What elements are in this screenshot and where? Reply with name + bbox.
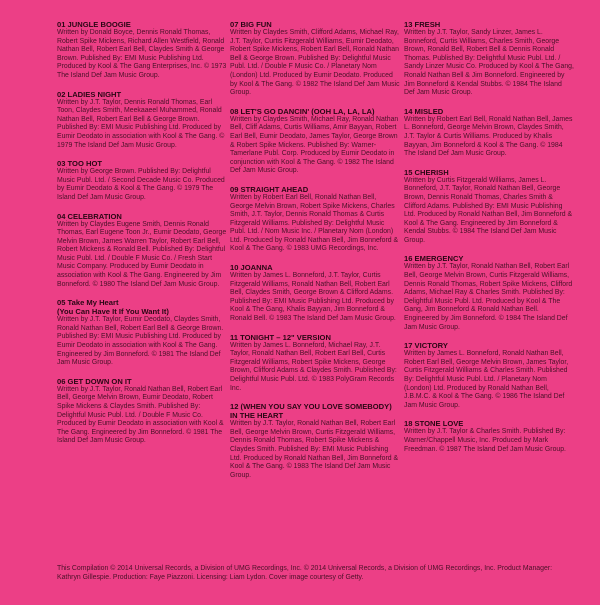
track-credits: Written by J.T. Taylor, Ronald Nathan Bell, Robert Earl Bell, George Melvin Brown, Curtis Fitzgerald Williams, Dennis Ronald Thomas, Robert Spike Mickens, Clifford Adams, Michael Ray & Charles Smith. Published By: Delightful Music Publ. Ltd. Produced by Kool & The Gang, Jim Bonneford & Ronald Nathan Bell. Engineered by Jim Bonneford. © 1984 The Island Def Jam Music Group. [404, 263, 573, 331]
track-credits: Written by J.T. Taylor, Ronald Nathan Bell, Robert Earl Bell, George Melvin Brown, Eumir Deodato, Robert Spike Mickens & Claydes Smith. Published By: Delightful Music Publ. Ltd. / Double F Music Co. Produced by Eumir Deodato in association with Kool & The Gang. Engineered by Jim Bonneford. © 1981 The Island Def Jam Music Group. [57, 385, 224, 445]
track-title: 02 LADIES NIGHT [57, 89, 122, 99]
credits-column-3 [404, 20, 574, 463]
track-credit-block [404, 254, 574, 332]
track-credits: Written by J.T. Taylor, Ronald Nathan Bell, Robert Earl Bell, George Melvin Brown, Curtis Fitzgerald Williams, Dennis Ronald Thomas, Robert Spike Mickens & Claydes Smith. Published By: EMI Music Publishing Ltd. Produced by Ronald Nathan Bell, Jim Bonneford & Kool & The Gang. © 1983 The Island Def Jam Music Group. [230, 420, 399, 479]
track-title: 16 EMERGENCY [404, 254, 464, 264]
track-credit-block [57, 90, 227, 151]
track-credits: Written by J.T. Taylor, Dennis Ronald Thomas, Earl Toon, Claydes Smith, Meekaaeel Muhammed, Ronald Nathan Bell, Robert Earl Bell & George Brown. Published By: EMI Music Publishing Ltd. Produced by Eumir Deodato in association with Kool & The Gang. © 1979 The Island Def Jam Music Group. [57, 98, 225, 149]
copyright-footer: This Compilation © 2014 Universal Records, a Division of UMG Recordings, Inc. © 2014 Universal Records, a Division of UMG Recordings, Inc. Product Manager: Kathryn Gillespie. Production: Faye Piazzoni. Licensing: Liam Lydon. Cover image courtesy of Getty. [57, 565, 552, 581]
track-credit-block [230, 333, 400, 394]
track-credit-block [404, 168, 574, 246]
track-title: 06 GET DOWN ON IT [57, 376, 132, 386]
track-credit-block [57, 20, 227, 81]
track-credit-block [230, 402, 400, 480]
track-title: 01 JUNGLE BOOGIE [57, 20, 131, 29]
track-credit-block [230, 107, 400, 176]
track-credits: Written by James L. Bonneford, Michael Ray, J.T. Taylor, Ronald Nathan Bell, Robert Earl Bell, Curtis Fitzgerald Williams, Robert Spike Mickens, George Brown, Clifford Adams & Claydes Smith. Published By: Delightful Music Publ. Ltd. © 1983 PolyGram Records Inc. [230, 341, 397, 392]
track-credit-block [404, 341, 574, 410]
track-title: 12 (WHEN YOU SAY YOU LOVE SOMEBODY) IN THE HEART [230, 402, 392, 421]
track-credit-block [57, 212, 227, 290]
track-credits: Written by Curtis Fitzgerald Williams, James L. Bonneford, J.T. Taylor, Ronald Nathan Bell, George Brown, Dennis Ronald Thomas, Charles Smith & Clifford Adams. Published By: EMI Music Publishing Ltd. Produced by Ronald Nathan Bell, Jim Bonneford & Kool & The Gang. Engineered by Jim Bonneford & Kendal Stubbs. © 1984 The Island Def Jam Music Group. [404, 176, 573, 244]
track-credit-block [230, 20, 400, 98]
track-credits: Written by J.T. Taylor & Charles Smith. Published By: Warner/Chappell Music, Inc. Produced by Mark Freedman. © 1987 The Island Def Jam Music Group. [404, 428, 566, 453]
track-title: 05 Take My Heart (You Can Have It If You Want It) [57, 298, 169, 317]
track-credit-block [230, 185, 400, 254]
track-credits: Written by Claydes Smith, Clifford Adams, Michael Ray, J.T. Taylor, Curtis Fitzgerald Williams, Eumir Deodato, Robert Spike Mickens, Robert Earl Bell, Ronald Nathan Bell & George Brown. Published By: Delightful Music Publ. Ltd. / Double F Music Co. / Planetary Nom (London) Ltd. Produced by Eumir Deodato. Produced by Kool & The Gang. © 1982 The Island Def Jam Music Group. [230, 29, 400, 97]
track-title: 13 FRESH [404, 20, 441, 29]
track-credits: Written by J.T. Taylor, Eumir Deodato, Claydes Smith, Ronald Nathan Bell, Robert Earl Bell & George Brown. Published By: EMI Music Publishing Ltd. Produced by Eumir Deodato in association with Kool & The Gang. Engineered by Jim Bonneford. © 1981 The Island Def Jam Music Group. [57, 316, 224, 367]
track-credit-block [57, 377, 227, 446]
track-credits: Written by George Brown. Published By: Delightful Music Publ. Ltd. / Second Decade Music Co. Produced by Eumir Deodato & Kool & The Gang. © 1979 The Island Def Jam Music Group. [57, 168, 225, 201]
track-title: 14 MISLED [404, 106, 444, 116]
track-credit-block [57, 298, 227, 368]
track-title: 09 STRAIGHT AHEAD [230, 184, 309, 194]
credits-column-2 [230, 20, 400, 489]
track-credits: Written by J.T. Taylor, Sandy Linzer, James L. Bonneford, Curtis Williams, Charles Smith, George Brown, Ronald Bell, Robert Bell & Dennis Ronald Thomas. Published By: Delightful Music Publ. Ltd. / Sandy Linzer Music Co. Produced by Kool & The Gang, Ronald Nathan Bell & Jim Bonneford. Engineered by Jim Bonneford & Kendal Stubbs. © 1984 The Island Def Jam Music Group. [404, 29, 574, 97]
track-credit-block [404, 107, 574, 159]
track-title: 04 CELEBRATION [57, 211, 122, 221]
track-credits: Written by Robert Earl Bell, Ronald Nathan Bell, George Melvin Brown, Robert Spike Mickens, Charles Smith, J.T. Taylor, Dennis Ronald Thomas & Curtis Fitzgerald Williams. Published By: Delightful Music Publ. Ltd. / Nom Music Inc. / Planetary Nom (London) Ltd. Produced by Ronald Nathan Bell, Jim Bonneford & Kool & The Gang. © 1983 UMG Recordings, Inc. [230, 193, 399, 253]
track-title: 10 JOANNA [230, 263, 273, 273]
track-title: 18 STONE LOVE [404, 419, 464, 429]
track-title: 17 VICTORY [404, 341, 448, 351]
track-credits: Written by Donald Boyce, Dennis Ronald Thomas, Robert Spike Mickens, Richard Allen Westfield, Ronald Nathan Bell, Robert Earl Bell, Claydes Smith & George Brown. Published By: EMI Music Publishing Ltd. Produced by Kool & The Gang Enterprises, Inc. © 1973 The Island Def Jam Music Group. [57, 29, 227, 79]
track-credits: Written by James L. Bonneford, J.T. Taylor, Curtis Fitzgerald Williams, Ronald Nathan Bell, Robert Earl Bell, Claydes Smith, George Brown & Clifford Adams. Published By: EMI Music Publishing Ltd. Produced by Kool & The Gang, Khalis Bayyan, Jim Bonneford & Ronald Bell. © 1983 The Island Def Jam Music Group. [230, 272, 396, 323]
track-credit-block [57, 159, 227, 202]
track-credits: Written by Claydes Smith, Michael Ray, Ronald Nathan Bell, Cliff Adams, Curtis Williams, Amir Bayyan, Robert Earl Bell, Eumir Deodato, James Taylor, George Brown & Robert Spike Mickens. Published By: Warner-Tamerlane Publ. Corp. Produced by Eumir Deodato in conjunction with Kool & The Gang. © 1982 The Island Def Jam Music Group. [230, 115, 399, 175]
track-credits: Written by James L. Bonneford, Ronald Nathan Bell, Robert Earl Bell, George Melvin Brown, James Taylor, Curtis Fitzgerald Williams & Charles Smith. Published By: Delightful Music Publ. Ltd. / Planetary Nom (London) Ltd. Produced by Ronald Nathan Bell, J.B.M.C. & Kool & The Gang. © 1986 The Island Def Jam Music Group. [404, 350, 569, 409]
track-credit-block [404, 419, 574, 454]
track-title: 08 LET'S GO DANCIN' (OOH LA, LA, LA) [230, 106, 375, 116]
track-credit-block [230, 263, 400, 324]
track-title: 15 CHERISH [404, 167, 449, 177]
track-credits: Written by Robert Earl Bell, Ronald Nathan Bell, James L. Bonneford, George Melvin Brown, Claydes Smith, J.T. Taylor & Curtis Williams. Produced by Khalis Bayyan, Jim Bonneford & Kool & The Gang. © 1984 The Island Def Jam Music Group. [404, 115, 573, 158]
track-title: 11 TONIGHT – 12" VERSION [230, 332, 331, 342]
track-title: 07 BIG FUN [230, 20, 272, 29]
credits-column-1 [57, 20, 227, 455]
track-credit-block [404, 20, 574, 98]
track-credits: Written by Claydes Eugene Smith, Dennis Ronald Thomas, Earl Eugene Toon Jr., Eumir Deodato, George Melvin Brown, James Warren Taylor, Robert Earl Bell, Robert Mickens & Ronald Bell. Published By: Delightful Music Publ. Ltd. / Double F Music Co. / Fresh Start Music Company. Produced by Eumir Deodato in association with Kool & The Gang. Engineered by Jim Bonneford. © 1980 The Island Def Jam Music Group. [57, 220, 227, 288]
track-title: 03 TOO HOT [57, 159, 103, 169]
